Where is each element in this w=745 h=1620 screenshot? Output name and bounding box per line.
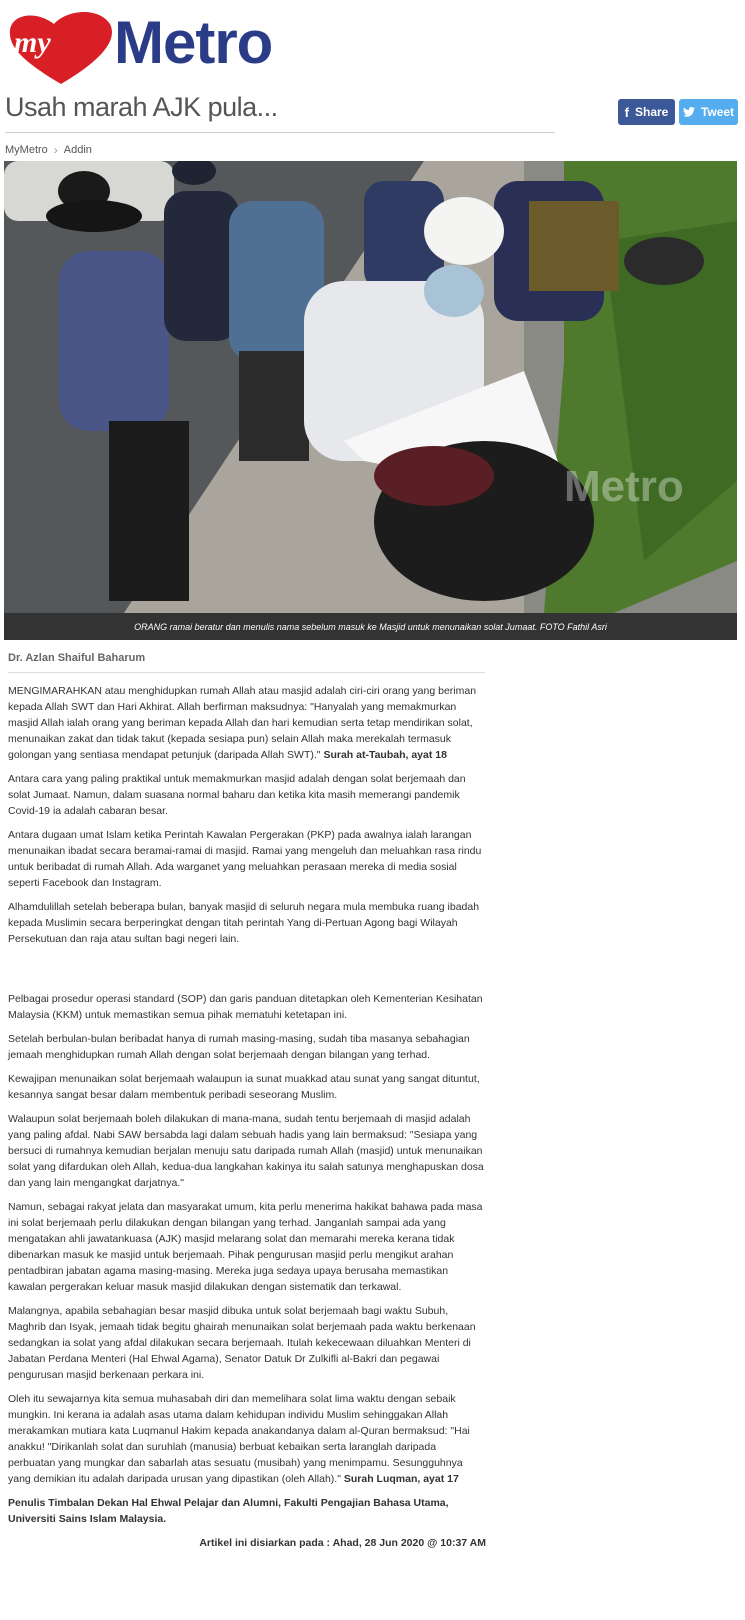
article-paragraph: Antara dugaan umat Islam ketika Perintah Kawalan Pergerakan (PKP) pada awalnya ialah larangan menunaikan ibadat secara beramai-ramai di masjid. Ramai yang mengeluh dan meluahkan rasa rindu untuk beribadat di rumah Allah. Ada warganet yang meluahkan perasaan mereka di media sosial seperti Facebook dan Instagram.: [8, 829, 482, 889]
facebook-share-label: Share: [634, 105, 669, 119]
article-paragraph: Kewajipan menunaikan solat berjemaah walaupun ia sunat muakkad atau sunat yang sangat dituntut, kesannya sangat besar dalam membentuk peribadi seseorang Muslim.: [8, 1073, 480, 1101]
facebook-icon: f: [624, 104, 629, 120]
twitter-tweet-label: Tweet: [700, 105, 735, 119]
logo-metro-text: Metro: [114, 9, 273, 76]
breadcrumb-item-mymetro[interactable]: MyMetro: [5, 144, 48, 156]
article-paragraph: Antara cara yang paling praktikal untuk memakmurkan masjid adalah dengan solat berjemaah dan solat Jumaat. Namun, dalam suasana normal baharu dan ketika kita masih memerangi pandemik Covid-19 ia adalah cabaran besar.: [8, 773, 466, 817]
mymetro-logo[interactable]: [6, 8, 306, 88]
quote-reference: Surah at-Taubah, ayat 18: [323, 749, 447, 761]
twitter-icon: [683, 107, 695, 117]
breadcrumb-item-addin[interactable]: Addin: [63, 144, 92, 156]
published-date: Artikel ini disiarkan pada : Ahad, 28 Jun 2020 @ 10:37 AM: [199, 1537, 486, 1549]
article-paragraph: Alhamdulillah setelah beberapa bulan, banyak masjid di seluruh negara mula membuka ruang ibadah kepada Muslimin secara berperingkat dengan titah perintah Yang di-Pertuan Agong bagi Wilayah Persekutuan dan raja atau sultan bagi negeri lain.: [8, 901, 480, 945]
photo-caption: ORANG ramai beratur dan menulis nama sebelum masuk ke Masjid untuk menunaikan solat Jumaat. FOTO Fathil Asri: [4, 613, 737, 640]
article-paragraph: Malangnya, apabila sebahagian besar masjid dibuka untuk solat berjemaah bagi waktu Subuh, Maghrib dan Isyak, jemaah tidak begitu ghairah menunaikan solat berjemaah pada waktu berkenaan sedangkan ia solat yang afdal dilakukan secara berjemaah. Itulah kekecewaan diluahkan Menteri di Jabatan Perdana Menteri (Hal Ehwal Agama), Senator Datuk Dr Zulkifli al-Bakri dan pegawai pengurusan masjid berkenaan perkara ini.: [8, 1305, 476, 1381]
article-paragraph: Pelbagai prosedur operasi standard (SOP) dan garis panduan ditetapkan oleh Kementerian Kesihatan Malaysia (KKM) untuk memastikan semua pihak mematuhi ketetapan ini.: [8, 993, 483, 1021]
article-paragraph: Oleh itu sewajarnya kita semua muhasabah diri dan memelihara solat lima waktu dengan sebaik mungkin. Ini kerana ia adalah asas utama dalam kehidupan individu Muslim sehinggakan Allah merakamkan mutiara kata Luqmanul Hakim kepada anakandanya dalam al-Quran bermaksud: "Hai anakku! "Dirikanlah solat dan suruhlah (manusia) berbuat kebaikan serta laranglah daripada perbuatan yang mungkar dan sabarlah atas sesuatu (musibah) yang menimpamu. Sesungguhnya yang demikian itu adalah daripada urusan yang dipastikan (oleh Allah)." Surah Luqman, ayat 17: [8, 1393, 470, 1485]
photo-watermark: Metro: [564, 462, 684, 511]
author-divider: [8, 672, 485, 673]
chevron-right-icon: ›: [53, 143, 58, 157]
author-name[interactable]: Dr. Azlan Shaiful Baharum: [8, 652, 146, 664]
title-divider: [5, 132, 555, 133]
article-paragraph: MENGIMARAHKAN atau menghidupkan rumah Allah atau masjid adalah ciri-ciri orang yang beriman kepada Allah SWT dan Hari Akhirat. Allah berfirman maksudnya: "Hanyalah yang memakmurkan masjid Allah ialah orang yang beriman kepada Allah dan hari kemudian serta tetap mendirikan solat, menunaikan zakat dan tidak takut (kepada sesiapa pun) selain Allah maka merekalah termasuk golongan yang sentiasa mendapat petunjuk (daripada Allah SWT)." Surah at-Taubah, ayat 18: [8, 685, 477, 761]
article-photo: [4, 161, 737, 613]
article-paragraph: Namun, sebagai rakyat jelata dan masyarakat umum, kita perlu menerima hakikat bahawa pada masa ini solat berjemaah perlu dilakukan dengan bilangan yang terhad. Janganlah sampai ada yang mengatakan ahli jawatankuasa (AJK) masjid melarang solat dan memarahi mereka kerana tidak dibenarkan masuk ke masjid untuk berjemaah. Pihak pengurusan masjid perlu mengikut arahan pentadbiran jabatan agama masing-masing. Mereka juga sedaya upaya berusaha memastikan kawalan pergerakan keluar masuk masjid dilakukan dengan sistematik dan terkawal.: [8, 1201, 483, 1293]
article-paragraph: Setelah berbulan-bulan beribadat hanya di rumah masing-masing, sudah tiba masanya sebahagian jemaah menghidupkan rumah Allah dengan solat berjemaah dengan bilangan yang terhad.: [8, 1033, 470, 1061]
page-title: Usah marah AJK pula...: [5, 92, 278, 122]
article-body: [8, 683, 486, 1559]
ad-spacer: [8, 955, 486, 991]
facebook-share-button[interactable]: [618, 99, 675, 125]
article-paragraph: Walaupun solat berjemaah boleh dilakukan di mana-mana, sudah tentu berjemaah di masjid adalah yang paling afdal. Nabi SAW bersabda lagi dalam sebuah hadis yang lain bermaksud: "Sesiapa yang bersuci di rumahnya kemudian berjalan menuju satu daripada rumah Allah (masjid) untuk menunaikan solat yang difardukan oleh Allah, kedua-dua langkahan kakinya itu salah satunya menghapuskan dosa dan yang lain mengangkat darjatnya.": [8, 1113, 484, 1189]
logo-my-text: my: [14, 26, 51, 59]
photo-illustration: [4, 161, 737, 613]
twitter-tweet-button[interactable]: [679, 99, 738, 125]
author-bio: Penulis Timbalan Dekan Hal Ehwal Pelajar dan Alumni, Fakulti Pengajian Bahasa Utama, Universiti Sains Islam Malaysia.: [8, 1497, 449, 1525]
quote-reference: Surah Luqman, ayat 17: [343, 1473, 459, 1485]
breadcrumb: [5, 143, 92, 157]
